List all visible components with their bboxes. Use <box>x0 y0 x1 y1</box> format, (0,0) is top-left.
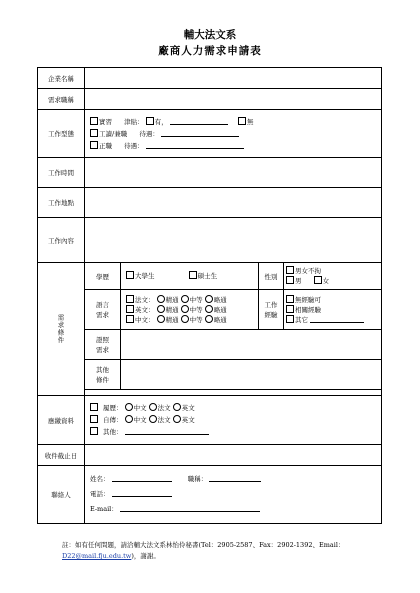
location-field[interactable] <box>85 188 382 218</box>
contact-name-field[interactable] <box>112 474 172 482</box>
worktime-row <box>38 158 382 188</box>
other-cond-label-cell <box>85 360 121 390</box>
lang-en-mid-radio[interactable] <box>181 305 189 313</box>
lang-zh-fine-radio[interactable] <box>157 315 165 323</box>
others-label: 其他： <box>103 428 123 436</box>
contact-email-field[interactable] <box>120 504 260 512</box>
certificate-label-cell <box>85 330 121 360</box>
company-row <box>38 68 382 89</box>
contact-phone-label: 電話： <box>90 490 110 498</box>
certificate-row <box>38 330 382 360</box>
form-title: 廠商人力需求申請表 <box>158 45 262 57</box>
position-field[interactable] <box>85 89 382 110</box>
male-checkbox[interactable] <box>286 276 294 284</box>
doc-fr-label: 法文 <box>157 416 171 424</box>
allowance-label: 津貼： <box>124 117 144 126</box>
allowance-amount-field[interactable] <box>170 117 228 125</box>
level-fine-label: 精通 <box>165 315 179 324</box>
lang-fr-fine-radio[interactable] <box>157 295 165 303</box>
gender-label: 性別 <box>259 263 284 290</box>
location-row <box>38 188 382 218</box>
experience-label-cell <box>259 290 284 330</box>
level-basic-label: 略通 <box>213 305 227 314</box>
lang-en-label: 英文： <box>135 305 155 314</box>
gender-options <box>284 263 382 290</box>
master-checkbox[interactable] <box>189 271 197 279</box>
exp-related-checkbox[interactable] <box>286 305 294 313</box>
resume-en-radio[interactable] <box>173 403 181 411</box>
lang-en-checkbox[interactable] <box>126 305 134 313</box>
language-label: 語言需求 <box>96 300 109 319</box>
education-label: 學歷 <box>85 263 121 290</box>
certificate-field[interactable] <box>121 330 382 360</box>
worktype-options <box>85 110 382 158</box>
others-checkbox[interactable] <box>90 427 98 435</box>
experience-label: 工作經驗 <box>264 300 278 319</box>
documents-row <box>38 396 382 445</box>
contact-phone-field[interactable] <box>112 489 172 497</box>
autobio-label: 自傳： <box>103 416 123 424</box>
contact-title-field[interactable] <box>209 474 261 482</box>
fulltime-checkbox[interactable] <box>90 141 98 149</box>
lang-fr-label: 法文： <box>135 295 155 304</box>
footer-note-tail: )，謝謝。 <box>131 552 160 560</box>
doc-fr-label: 法文 <box>157 404 171 412</box>
experience-options <box>284 290 382 330</box>
intern-label: 實習 <box>99 117 112 126</box>
level-basic-label: 略通 <box>213 315 227 324</box>
resume-checkbox[interactable] <box>90 403 98 411</box>
doc-en-label: 英文 <box>181 416 195 424</box>
contact-email-link[interactable]: D22@mail.fju.edu.tw <box>62 552 132 560</box>
page-title: 輔大法文系 <box>183 29 237 41</box>
footer-note <box>62 540 382 562</box>
allowance-yes-label: 有， <box>154 117 168 126</box>
lang-en-basic-radio[interactable] <box>205 305 213 313</box>
level-fine-label: 精通 <box>165 295 179 304</box>
education-row <box>38 263 382 290</box>
allowance-yes-checkbox[interactable] <box>146 117 154 125</box>
lang-fr-mid-radio[interactable] <box>181 295 189 303</box>
footer-note-text: 註：如有任何問題，請洽輔大法文系林怡伶秘書(Tel：2905-2587、Fax：2902-1392、Email： <box>62 541 345 549</box>
lang-fr-checkbox[interactable] <box>126 295 134 303</box>
content-field[interactable] <box>85 218 382 263</box>
others-field[interactable] <box>125 427 209 435</box>
worktime-label: 工作時間 <box>38 158 85 188</box>
position-row <box>38 89 382 110</box>
female-checkbox[interactable] <box>314 276 322 284</box>
contact-fields <box>85 466 382 524</box>
contact-row <box>38 466 382 524</box>
lang-en-fine-radio[interactable] <box>157 305 165 313</box>
exp-related-label: 相關經驗 <box>295 305 321 314</box>
other-cond-label: 其他條件 <box>96 365 109 384</box>
lang-zh-mid-radio[interactable] <box>181 315 189 323</box>
parttime-pay-label: 待遇： <box>139 129 159 138</box>
bachelor-label: 大學生 <box>135 272 155 280</box>
level-mid-label: 中等 <box>189 305 203 314</box>
exp-none-checkbox[interactable] <box>286 295 294 303</box>
bachelor-checkbox[interactable] <box>126 271 134 279</box>
parttime-label: 工讀/兼職 <box>99 129 128 138</box>
exp-other-checkbox[interactable] <box>286 315 294 323</box>
gender-any-label: 男女不拘 <box>295 267 321 275</box>
content-row <box>38 218 382 263</box>
company-label: 企業名稱 <box>38 68 85 89</box>
contact-name-label: 姓名： <box>90 475 110 483</box>
language-row <box>38 290 382 330</box>
female-label: 女 <box>322 277 330 285</box>
contact-email-label: E-mail： <box>90 505 118 513</box>
language-options <box>121 290 259 330</box>
allowance-no-checkbox[interactable] <box>238 117 246 125</box>
documents-label: 應繳資料 <box>38 396 85 445</box>
autobio-fr-radio[interactable] <box>149 415 157 423</box>
lang-zh-label: 中文： <box>135 315 155 324</box>
lang-zh-basic-radio[interactable] <box>205 315 213 323</box>
content-label: 工作內容 <box>38 218 85 263</box>
level-fine-label: 精通 <box>165 305 179 314</box>
autobio-en-radio[interactable] <box>173 415 181 423</box>
lang-zh-checkbox[interactable] <box>126 315 134 323</box>
autobio-checkbox[interactable] <box>90 415 98 423</box>
parttime-checkbox[interactable] <box>90 129 98 137</box>
contact-label: 聯絡人 <box>38 466 85 524</box>
other-cond-field[interactable] <box>121 360 382 390</box>
contact-title-label: 職稱： <box>187 475 208 483</box>
autobio-zh-radio[interactable] <box>125 415 133 423</box>
worktype-row <box>38 110 382 158</box>
resume-fr-radio[interactable] <box>149 403 157 411</box>
doc-zh-label: 中文 <box>133 416 147 424</box>
application-form-table <box>37 67 382 524</box>
fulltime-pay-label: 待遇： <box>124 141 144 150</box>
male-label: 男 <box>295 277 302 285</box>
resume-label: 履歷： <box>103 404 123 412</box>
deadline-field[interactable] <box>85 445 382 466</box>
doc-zh-label: 中文 <box>133 404 147 412</box>
company-field[interactable] <box>85 68 382 89</box>
level-mid-label: 中等 <box>189 315 203 324</box>
lang-fr-basic-radio[interactable] <box>205 295 213 303</box>
worktime-field[interactable] <box>85 158 382 188</box>
requirements-cell <box>38 263 85 396</box>
exp-other-label: 其它 <box>295 315 308 324</box>
education-options <box>121 263 259 290</box>
certificate-label: 證照需求 <box>96 335 109 354</box>
level-mid-label: 中等 <box>189 295 203 304</box>
documents-options <box>85 396 382 445</box>
level-basic-label: 略通 <box>213 295 227 304</box>
fulltime-pay-field[interactable] <box>146 141 244 149</box>
resume-zh-radio[interactable] <box>125 403 133 411</box>
deadline-label: 收件截止日 <box>38 445 85 466</box>
fulltime-label: 正職 <box>99 141 112 150</box>
language-label-cell <box>85 290 121 330</box>
exp-other-field[interactable] <box>310 315 364 323</box>
other-cond-row <box>38 360 382 390</box>
requirements-label: 需求條件 <box>56 314 65 344</box>
exp-none-label: 無經驗可 <box>295 295 321 304</box>
intern-checkbox[interactable] <box>90 117 98 125</box>
doc-en-label: 英文 <box>181 404 195 412</box>
gender-any-checkbox[interactable] <box>286 266 294 274</box>
position-label: 需求職稱 <box>38 89 85 110</box>
master-label: 碩士生 <box>197 272 218 280</box>
allowance-no-label: 無 <box>246 117 254 126</box>
location-label: 工作地點 <box>38 188 85 218</box>
worktype-label: 工作型態 <box>38 110 85 158</box>
deadline-row <box>38 445 382 466</box>
parttime-pay-field[interactable] <box>161 129 239 137</box>
